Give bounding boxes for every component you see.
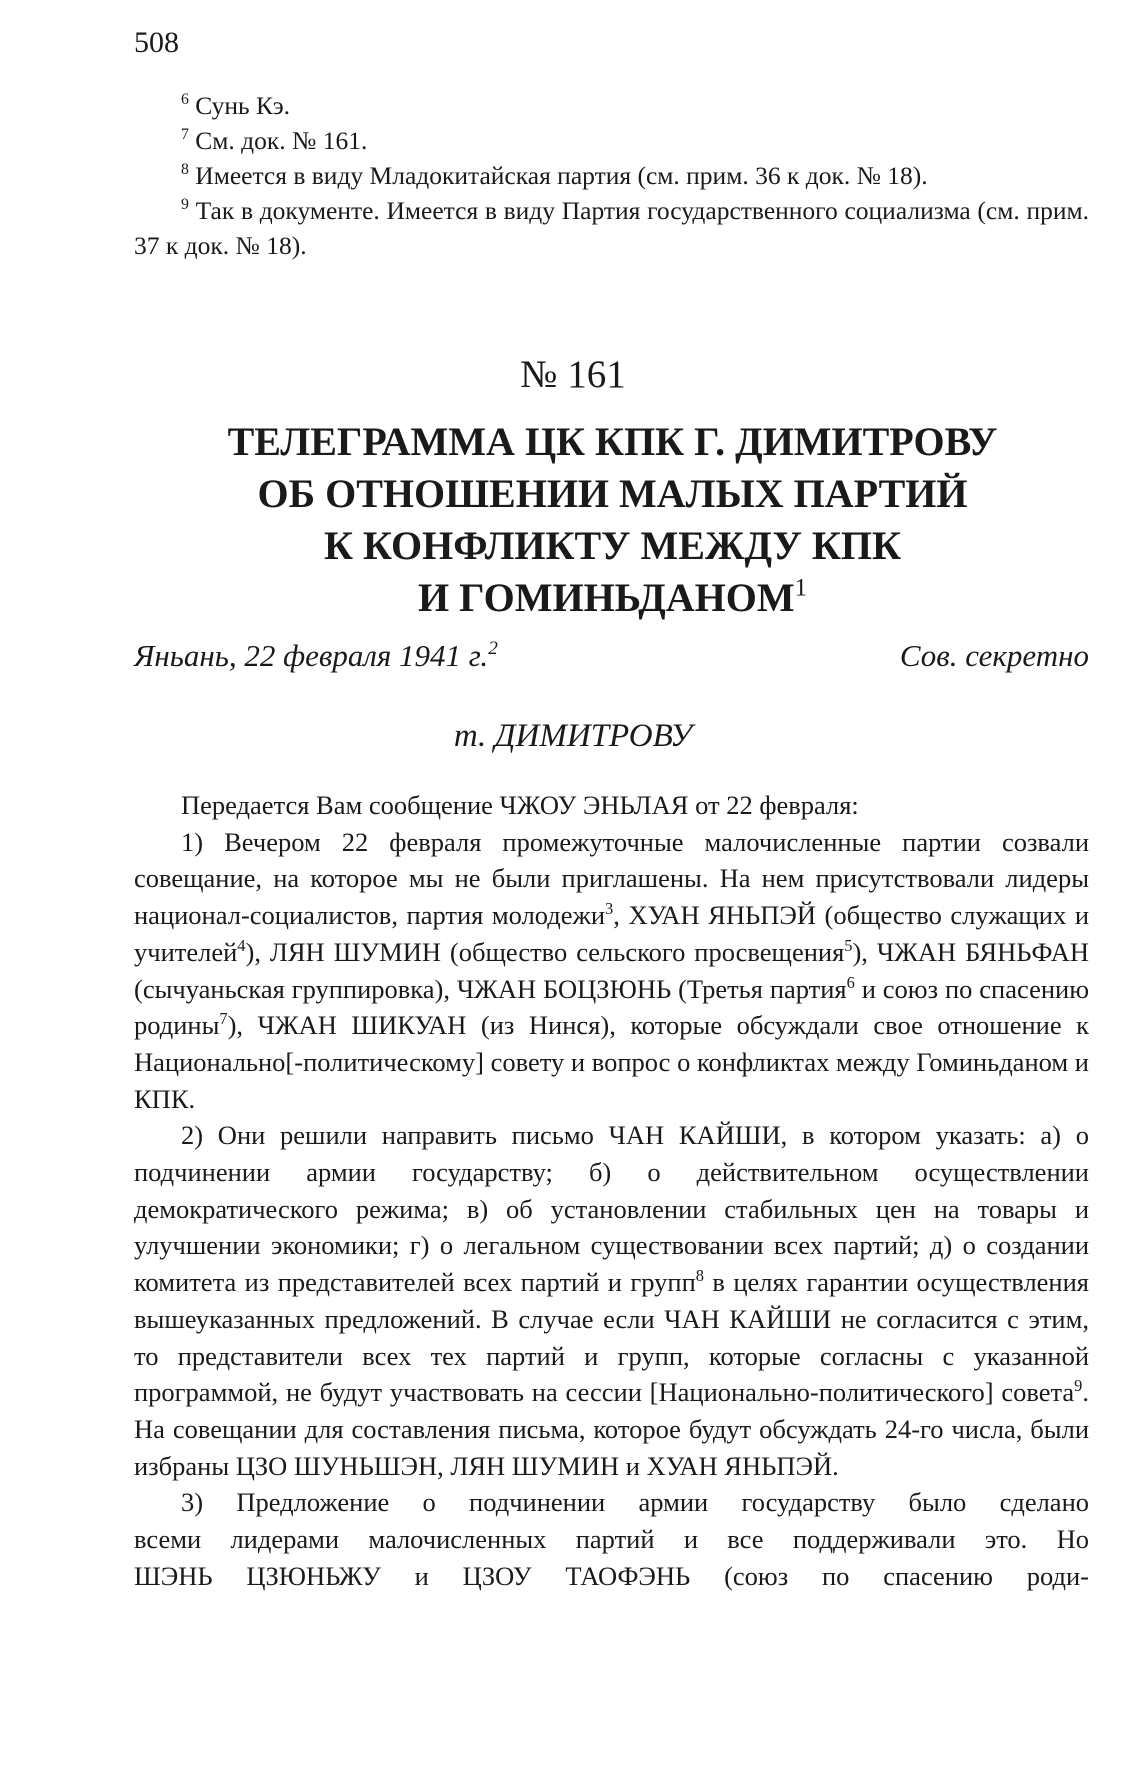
footnote-marker: 9 (181, 196, 189, 214)
page-number: 508 (134, 26, 179, 59)
footnote-9 (134, 193, 1089, 263)
document-body (134, 787, 1089, 1594)
footnote-ref: 5 (844, 935, 853, 955)
place-and-date (134, 638, 498, 674)
footnote-ref: 8 (695, 1265, 704, 1285)
footnote-8 (134, 158, 1089, 193)
footnote-6 (134, 88, 1089, 123)
footnote-marker: 8 (181, 161, 189, 179)
paragraph-3-line: всеми лидерами малочисленных партий и все поддерживали это. Но (134, 1524, 1089, 1555)
footnote-ref: 9 (1074, 1376, 1083, 1396)
footnote-text: См. док. № 161. (195, 126, 368, 155)
title-line-with-note (120, 572, 1105, 624)
title-footnote-marker: 1 (794, 574, 807, 602)
paragraph-1: 1) Вечером 22 февраля промежуточные малочисленные партии созвали совещание, на которое мы не были приглашены. На нем присутствовали лидеры национал-социалистов, партия молодежи$^3$, ХУАН ЯНЬПЭЙ (общество служащих и учителей$^4$), ЛЯН ШУМИН (общество сельского просвещения$^5$), ЧЖАН БЯНЬФАН (сычуаньская группировка), ЧЖАН БОЦЗЮНЬ (Третья партия$^6$ и союз по спасению родины$^7$), ЧЖАН ШИКУАН (из Нинся), которые обсуждали свое отношение к Национально[-политическому] совету и вопрос о конфликтах между Гоминьданом и КПК. (134, 826, 1089, 1114)
document-title (120, 416, 1105, 624)
footnote-ref: 7 (219, 1009, 228, 1029)
footnote-text: Имеется в виду Младокитайская партия (см. прим. 36 к док. № 18). (195, 161, 928, 190)
addressee: т. ДИМИТРОВУ (453, 718, 693, 754)
footnote-text: Так в документе. Имеется в виду Партия государственного социализма (см. прим. 37 к док. № 18). (134, 196, 1089, 260)
title-line: И ГОМИНЬДАНОМ (418, 575, 795, 620)
footnote-7 (134, 123, 1089, 158)
title-line: ОБ ОТНОШЕНИИ МАЛЫХ ПАРТИЙ (257, 471, 968, 516)
place-date-text: Яньань, 22 февраля 1941 г. (134, 638, 489, 673)
footnote-marker: 6 (181, 91, 189, 109)
place-date-footnote-marker: 2 (488, 638, 498, 660)
paragraph-3 (134, 1484, 1089, 1594)
footnotes (134, 88, 1089, 263)
footnote-ref: 6 (846, 972, 855, 992)
title-line: К КОНФЛИКТУ МЕЖДУ КПК (323, 523, 901, 568)
document-number: № 161 (520, 353, 626, 396)
paragraph-3-line: 3) Предложение о подчинении армии государству было сделано (181, 1487, 1089, 1518)
footnote-ref: 3 (605, 898, 614, 918)
classification-label: Сов. секретно (899, 638, 1089, 673)
paragraph-2: 2) Они решили направить письмо ЧАН КАЙШИ, в котором указать: а) о подчинении армии государству; б) о действительном осуществлении демократического режима; в) об установлении стабильных цен на товары и улучшении экономики; г) о легальном существовании всех партий; д) о создании комитета из представителей всех партий и групп$^8$ в целях гарантии осуществления вышеуказанных предложений. В случае если ЧАН КАЙШИ не согласится с этим, то представители всех тех партий и групп, которые согласны с указанной программой, не будут участвовать на сессии [Национально-политического] совета$^9$. На совещании для составления письма, которое будут обсуждать 24-го числа, были избраны ЦЗО ШУНЬШЭН, ЛЯН ШУМИН и ХУАН ЯНЬПЭЙ. (134, 1120, 1089, 1481)
paragraph-intro: Передается Вам сообщение ЧЖОУ ЭНЬЛАЯ от 22 февраля: (181, 790, 859, 820)
footnote-text: Сунь Кэ. (195, 91, 291, 120)
paragraph-3-line: ШЭНЬ ЦЗЮНЬЖУ и ЦЗОУ ТАОФЭНЬ (союз по спасению роди- (134, 1560, 1089, 1591)
title-line: ТЕЛЕГРАММА ЦК КПК Г. ДИМИТРОВУ (227, 419, 998, 464)
footnote-ref: 4 (237, 935, 246, 955)
footnote-marker: 7 (181, 126, 189, 144)
